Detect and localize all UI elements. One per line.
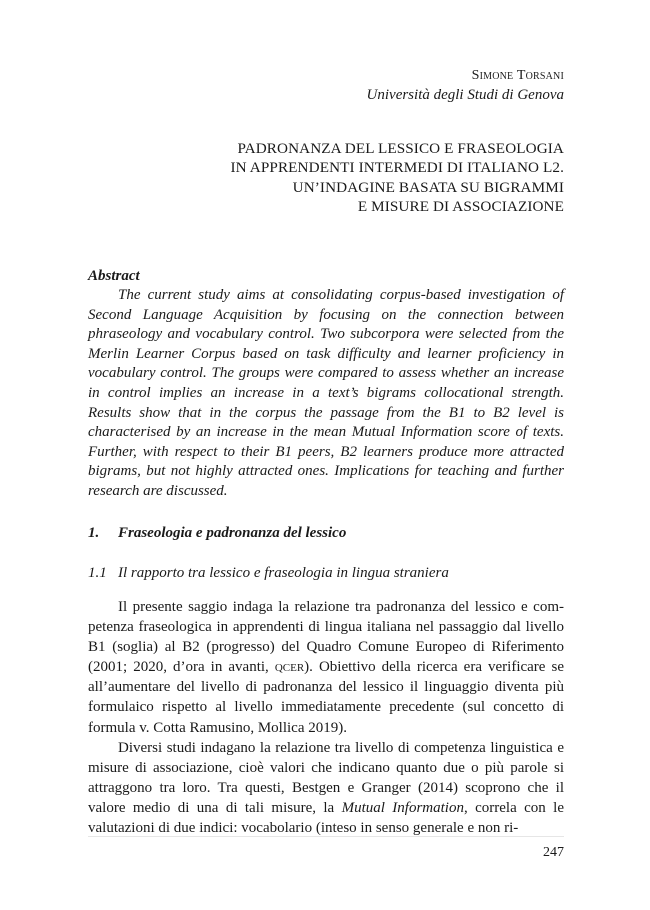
section-heading <box>88 525 346 542</box>
abstract-heading: Abstract <box>88 268 140 284</box>
title-line-1: PADRONANZA DEL LESSICO E FRASEOLOGIA <box>237 140 564 157</box>
body-paragraph-2 <box>88 738 564 838</box>
qcer-abbreviation: qcer <box>274 659 305 676</box>
abstract-text: The current study aims at consolidating corpus-based investigation of Second Language Acquisition by focusing on the connection between phraseology and vocabulary control. Two subcorpora were selected from the Merlin Learner Corpus based on task difficulty and learner proficiency in vocabulary control. The groups were compared to assess whether an increase in control implies an increase in a text’s bigrams collocational strength. Results show that in the corpus the passage from the B1 to B2 level is characterised by an increase in the mean Mutual Information score of texts. Further, with respect to their B1 peers, B2 learners produce more attracted bigrams, but not highly attracted ones. Implications for teaching and further research are discussed. <box>88 287 564 499</box>
subsection-title: Il rapporto tra lessico e fraseologia in lingua straniera <box>118 565 449 581</box>
title-line-3: UN’INDAGINE BASATA SU BIGRAMMI <box>292 178 564 196</box>
paragraph-1-text-a: Il presente saggio indaga la relazione tra padronanza del lessico e competenza fraseologica in apprendenti di lingua italiana nel passaggio dal livello B1 (soglia) al B2 (progresso) del Quadro Comune Europeo di Riferimento (2001; 2020, d’ora in avanti, <box>88 599 564 676</box>
paragraph-2-text-a: Diversi studi indagano la relazione tra livello di competenza linguistica e misure di associazione, cioè valori che indicano quanto due o più parole si attraggono tra loro. Tra questi, Bestgen e Granger (2014) scoprono che il valore medio di una di tali misure, la <box>88 739 564 816</box>
paragraph-1-text-b: ). Obiettivo della ricerca era verificare se all’aumentare del livello di padronanza del lessico il linguaggio diventa più formulaico rispetto al livello immediatamente precedente (sul concetto di formula v. Cotta Ramusino, Mollica 2019). <box>88 659 564 736</box>
author-name: Simone Torsani <box>471 68 564 83</box>
body-text <box>88 597 564 838</box>
page <box>88 0 564 910</box>
author-affiliation: Università degli Studi di Genova <box>366 87 564 103</box>
footer-divider <box>88 836 564 837</box>
page-number: 247 <box>543 845 564 860</box>
subsection-number: 1.1 <box>88 565 107 581</box>
section-number: 1. <box>88 525 100 541</box>
title-line-2: IN APPRENDENTI INTERMEDI DI ITALIANO L2. <box>230 159 564 177</box>
subsection-heading <box>88 565 449 582</box>
paragraph-2-text-b: , correla con le valutazioni di due indici: vocabolario (inteso in senso generale e non ri- <box>88 799 564 837</box>
body-paragraph-1 <box>88 597 564 738</box>
article-title <box>144 139 564 216</box>
mutual-information-term: Mutual Information <box>341 799 464 816</box>
title-line-4: E MISURE DI ASSOCIAZIONE <box>357 197 564 215</box>
section-title: Fraseologia e padronanza del lessico <box>118 525 347 541</box>
